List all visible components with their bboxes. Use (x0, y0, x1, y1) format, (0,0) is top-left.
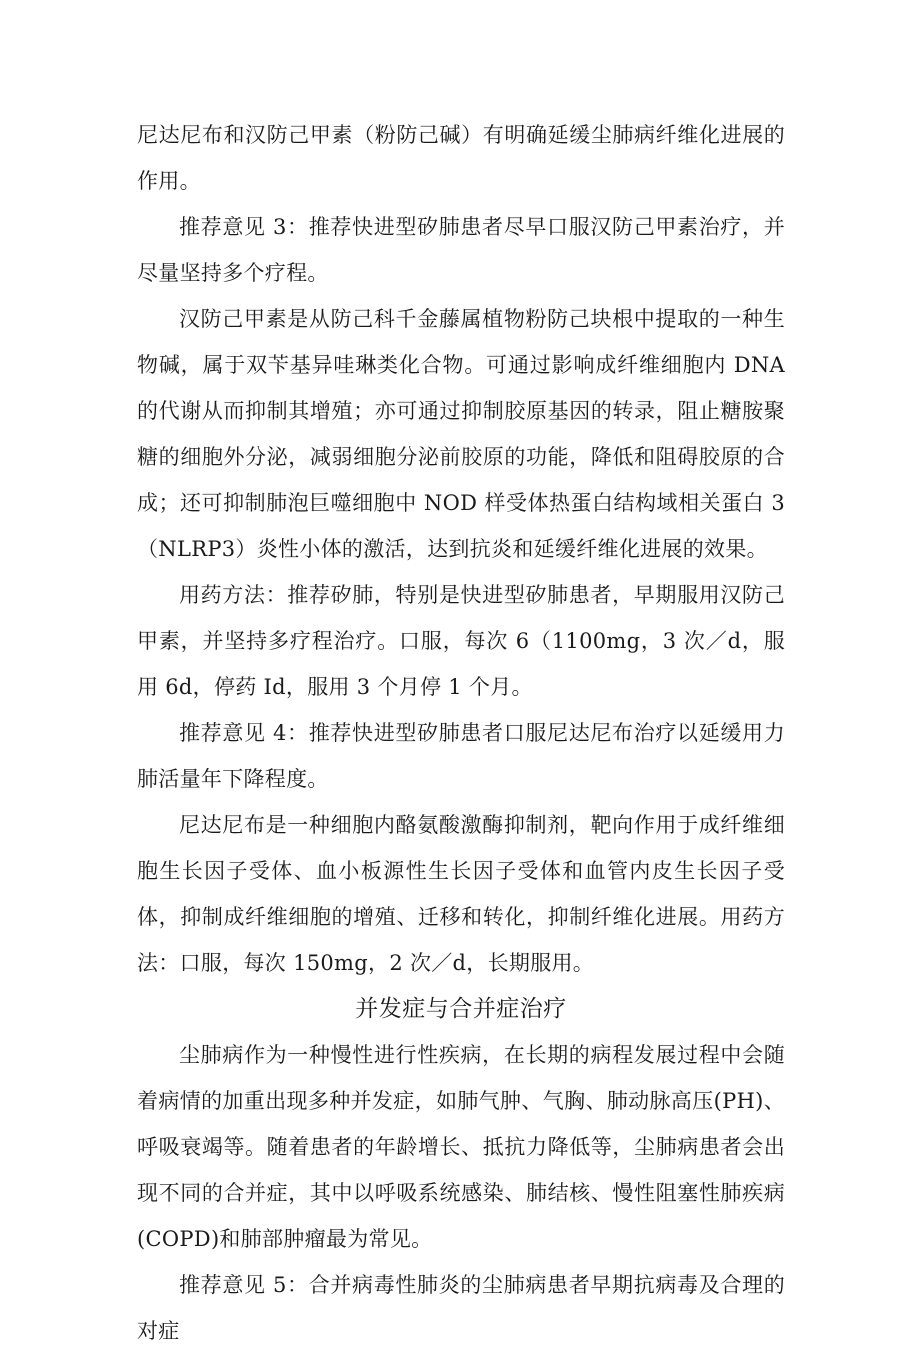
paragraph-recommendation-4: 推荐意见 4：推荐快进型矽肺患者口服尼达尼布治疗以延缓用力肺活量年下降程度。 (137, 721, 785, 791)
paragraph-nintedanib-description: 尼达尼布是一种细胞内酪氨酸激酶抑制剂，靶向作用于成纤维细胞生长因子受体、血小板源性生长因子受体和血管内皮生长因子受体，抑制成纤维细胞的增殖、迁移和转化，抑制纤维化进展。用药方法：口服，每次 150mg，2 次／d，长期服用。 (137, 813, 785, 975)
paragraph-complications-intro: 尘肺病作为一种慢性进行性疾病，在长期的病程发展过程中会随着病情的加重出现多种并发症，如肺气肿、气胸、肺动脉高压(PH)、呼吸衰竭等。随着患者的年龄增长、抵抗力降低等，尘肺病患者会出现不同的合并症，其中以呼吸系统感染、肺结核、慢性阻塞性肺疾病(COPD)和肺部肿瘤最为常见。 (137, 1043, 785, 1251)
paragraph-recommendation-5: 推荐意见 5：合并病毒性肺炎的尘肺病患者早期抗病毒及合理的对症 (137, 1273, 785, 1343)
section-heading: 并发症与合并症治疗 (355, 996, 567, 1022)
paragraph-tetrandrine-description: 汉防己甲素是从防己科千金藤属植物粉防己块根中提取的一种生物碱，属于双苄基异哇琳类化合物。可通过影响成纤维细胞内 DNA 的代谢从而抑制其增殖；亦可通过抑制胶原基因的转录，阻止糖胺聚糖的细胞外分泌，减弱细胞分泌前胶原的功能，降低和阻碍胶原的合成；还可抑制肺泡巨噬细胞中 NOD 样受体热蛋白结构域相关蛋白 3（NLRP3）炎性小体的激活，达到抗炎和延缓纤维化进展的效果。 (137, 307, 785, 561)
paragraph-recommendation-3: 推荐意见 3：推荐快进型矽肺患者尽早口服汉防己甲素治疗，并尽量坚持多个疗程。 (137, 215, 785, 285)
paragraph-tetrandrine-dosage: 用药方法：推荐矽肺，特别是快进型矽肺患者，早期服用汉防己甲素，并坚持多疗程治疗。口服，每次 6（1100mg，3 次／d，服用 6d，停药 Id，服用 3 个月停 1 个月。 (137, 583, 785, 699)
document-body (137, 112, 785, 1354)
paragraph-continuation: 尼达尼布和汉防己甲素（粉防己碱）有明确延缓尘肺病纤维化进展的作用。 (137, 123, 785, 193)
